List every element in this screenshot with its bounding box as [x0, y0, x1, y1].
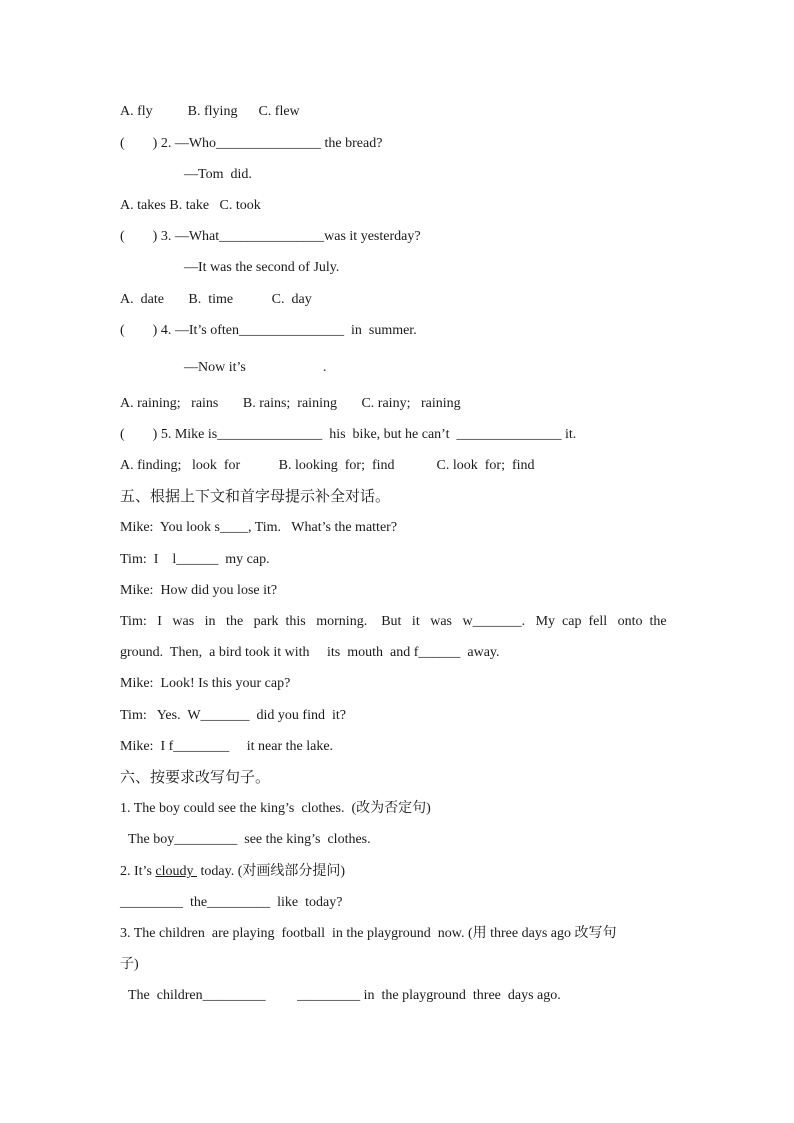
dialogue-line-1: Mike: You look s____, Tim. What’s the matter? — [120, 520, 398, 535]
rewrite-1-question: 1. The boy could see the king’s clothes. (改为否定句) — [120, 801, 431, 816]
rewrite-3-question-cont: 子) — [120, 957, 139, 972]
q1-options: A. fly B. flying C. flew — [120, 104, 300, 119]
dialogue-line-6: Tim: Yes. W_______ did you find it? — [120, 708, 346, 723]
dialogue-line-3: Mike: How did you lose it? — [120, 583, 278, 598]
rewrite-3-question: 3. The children are playing football in the playground now. (用 three days ago 改写句 — [120, 926, 617, 941]
q2-question: ( ) 2. —Who_______________ the bread? — [120, 136, 383, 151]
q4-options: A. raining; rains B. rains; raining C. rainy; raining — [120, 396, 461, 411]
dialogue-line-2: Tim: I l______ my cap. — [120, 552, 270, 567]
rewrite-1-answer: The boy_________ see the king’s clothes. — [128, 832, 371, 847]
q3-question: ( ) 3. —What_______________was it yesterday? — [120, 229, 421, 244]
q2-answer: —Tom did. — [184, 167, 252, 182]
q5-question: ( ) 5. Mike is_______________ his bike, but he can’t _______________ it. — [120, 427, 577, 442]
rewrite-3-answer: The children_________ _________ in the playground three days ago. — [128, 988, 561, 1003]
section-5-heading: 五、根据上下文和首字母提示补全对话。 — [120, 487, 391, 505]
rewrite-2-prefix: 2. It’s — [120, 864, 156, 879]
q4-answer: —Now it’s . — [184, 360, 327, 375]
q2-options: A. takes B. take C. took — [120, 198, 261, 213]
q3-options: A. date B. time C. day — [120, 292, 312, 307]
dialogue-line-5: Mike: Look! Is this your cap? — [120, 676, 291, 691]
rewrite-2-suffix: today. (对画线部分提问) — [197, 864, 346, 879]
dialogue-line-4: Tim: I was in the park this morning. But it was w_______. My cap fell onto the — [120, 614, 667, 629]
q5-options: A. finding; look for B. looking for; find C. look for; find — [120, 458, 535, 473]
dialogue-line-7: Mike: I f________ it near the lake. — [120, 739, 334, 754]
underlined-word: cloudy — [155, 864, 197, 879]
q4-question: ( ) 4. —It’s often_______________ in summer. — [120, 323, 417, 338]
section-6-heading: 六、按要求改写句子。 — [120, 768, 271, 786]
dialogue-line-4-cont: ground. Then, a bird took it with its mouth and f______ away. — [120, 645, 500, 660]
rewrite-2-question — [120, 862, 345, 882]
q3-answer: —It was the second of July. — [184, 260, 340, 275]
rewrite-2-answer: _________ the_________ like today? — [120, 895, 343, 910]
